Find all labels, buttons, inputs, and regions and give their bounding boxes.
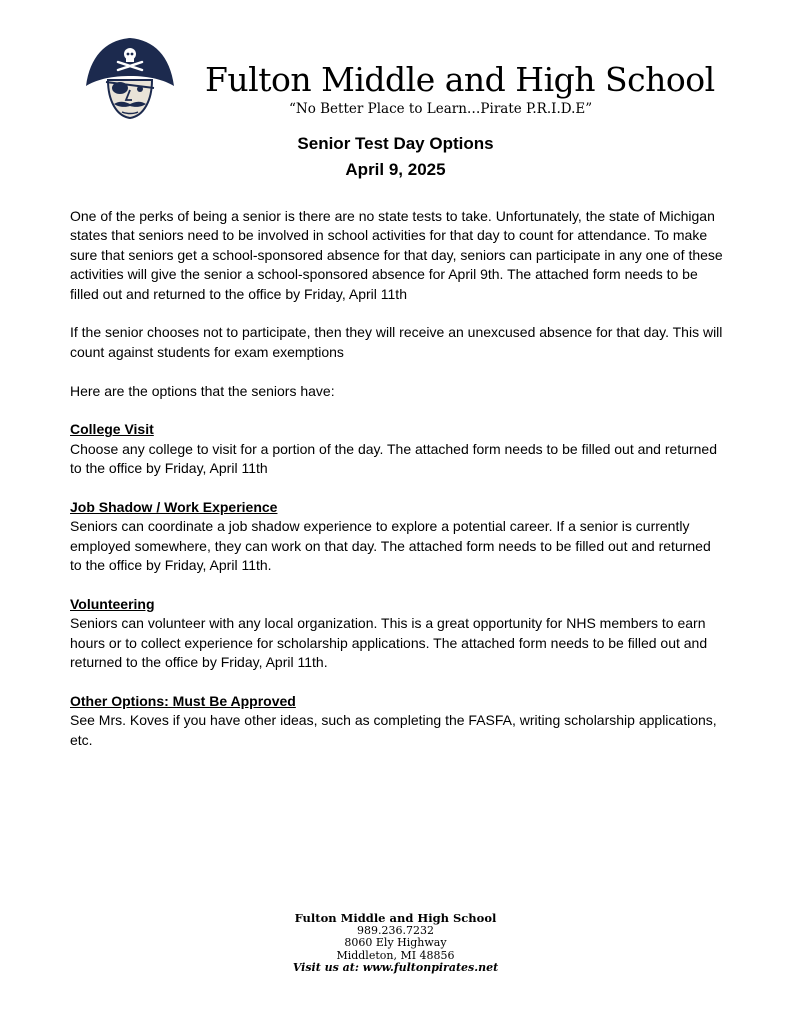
- section-heading: College Visit: [70, 421, 154, 438]
- section-text: Choose any college to visit for a portion of the day. The attached form needs to be filled out and returned to the office by Friday, April 11th: [70, 440, 717, 477]
- option-section-college-visit: [70, 420, 726, 478]
- section-heading: Job Shadow / Work Experience: [70, 499, 278, 516]
- options-intro: Here are the options that the seniors have:: [70, 382, 335, 399]
- section-heading: Other Options: Must Be Approved: [70, 693, 296, 710]
- document-title: Senior Test Day Options: [297, 134, 494, 153]
- intro-paragraph: One of the perks of being a senior is there are no state tests to take. Unfortunately, the state of Michigan states that seniors need to be involved in school activities for that day to count for attendance. To make sure that seniors get a school-sponsored absence for that day, seniors can participate in any one of these activities will give the senior a school-sponsored absence for April 9th. The attached form needs to be filled out and returned to the office by Friday, April 11th: [70, 208, 723, 302]
- document-body: [70, 207, 726, 770]
- footer-school-name: Fulton Middle and High School: [294, 911, 497, 925]
- section-text: Seniors can coordinate a job shadow experience to explore a potential career. If a senior is currently employed somewhere, they can work on that day. The attached form needs to be filled out and returned to the office by Friday, April 11th.: [70, 518, 711, 574]
- title-block: [0, 133, 791, 181]
- section-text: See Mrs. Koves if you have other ideas, such as completing the FASFA, writing scholarship applications, etc.: [70, 712, 717, 748]
- footer: [0, 912, 791, 975]
- section-heading: Volunteering: [70, 596, 155, 613]
- pirate-logo-icon: [84, 36, 176, 120]
- footer-street: 8060 Ely Highway: [344, 936, 447, 950]
- footer-phone: 989.236.7232: [357, 923, 434, 937]
- document-date: April 9, 2025: [345, 160, 446, 179]
- option-section-volunteering: [70, 595, 726, 673]
- footer-website-link[interactable]: Visit us at: www.fultonpirates.net: [292, 961, 499, 975]
- section-text: Seniors can volunteer with any local organization. This is a great opportunity for NHS members to earn hours or to collect experience for scholarship applications. The attached form needs to be filled out and returned to the office by Friday, April 11th.: [70, 615, 708, 671]
- school-name: Fulton Middle and High School: [205, 60, 715, 99]
- non-participation-paragraph: If the senior chooses not to participate, then they will receive an unexcused absence for that day. This will count against students for exam exemptions: [70, 324, 723, 360]
- option-section-other-options: [70, 692, 726, 750]
- option-section-job-shadow: [70, 498, 726, 576]
- footer-city: Middleton, MI 48856: [336, 948, 455, 962]
- school-motto: “No Better Place to Learn…Pirate P.R.I.D.E”: [289, 101, 593, 117]
